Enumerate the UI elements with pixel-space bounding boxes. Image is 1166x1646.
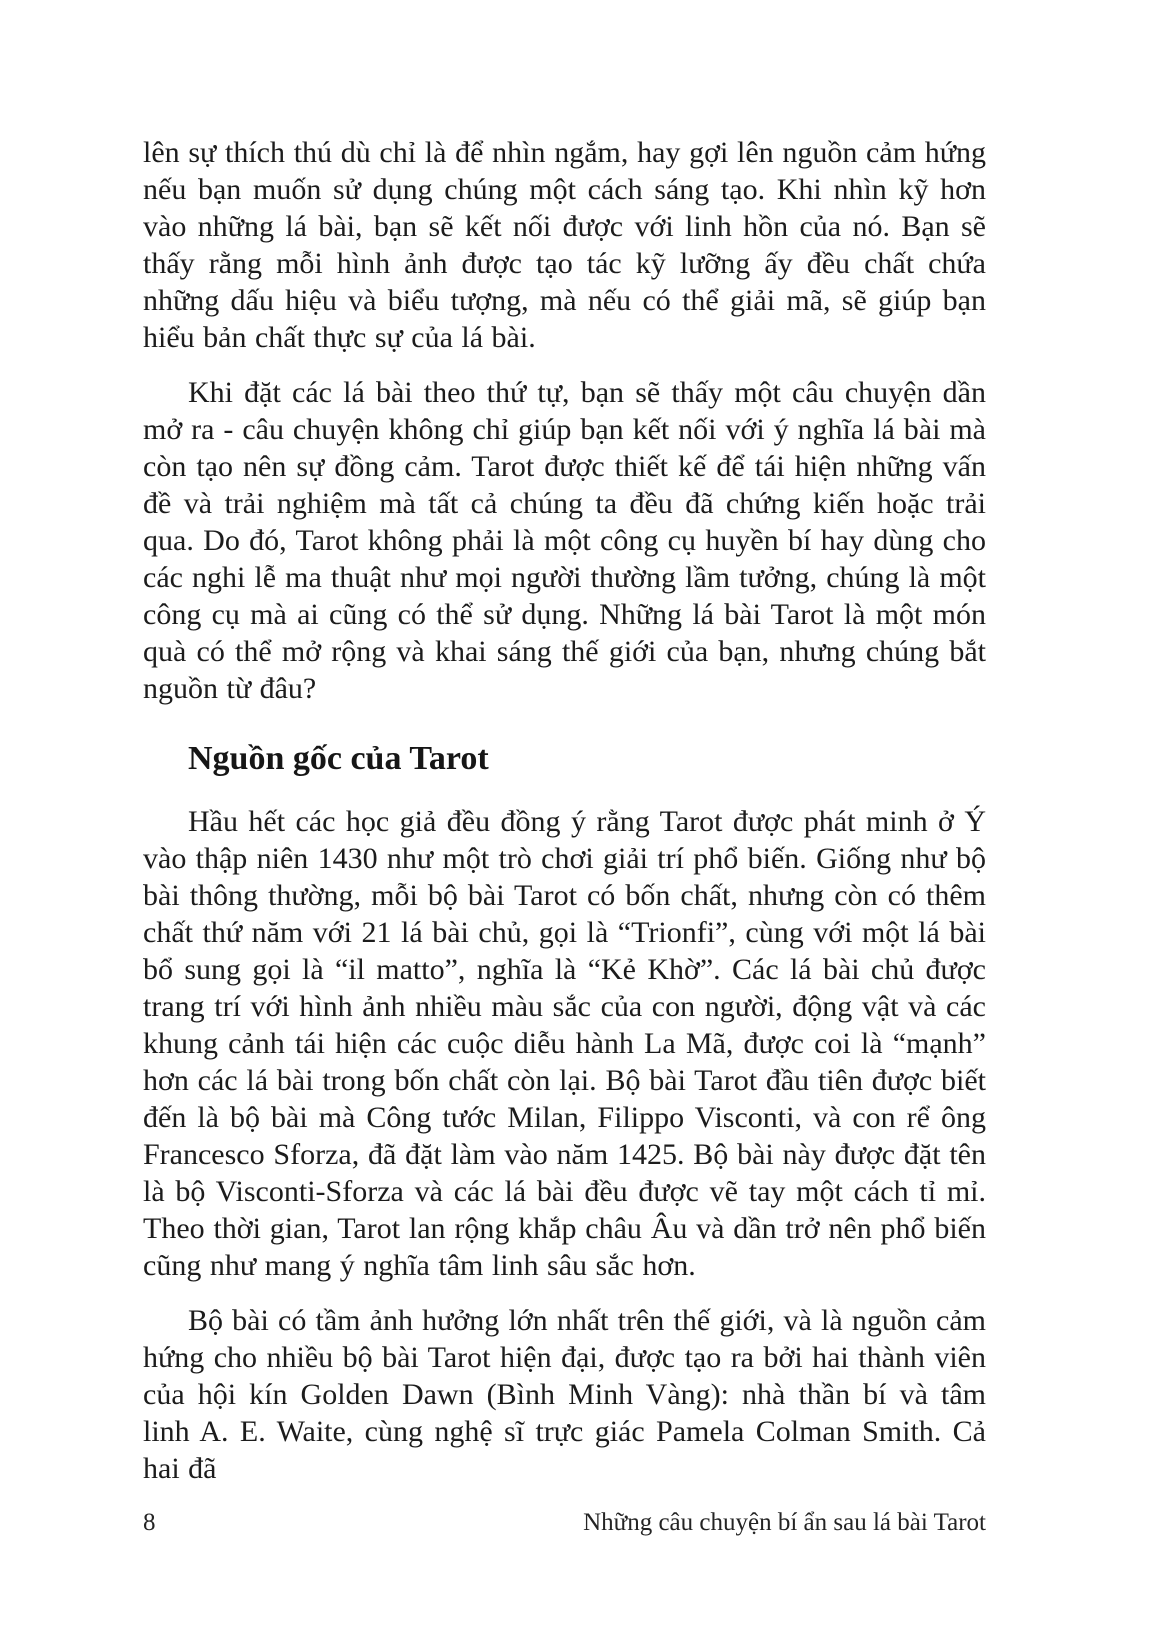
page-footer (143, 1508, 986, 1538)
paragraph: Bộ bài có tầm ảnh hưởng lớn nhất trên thế giới, và là nguồn cảm hứng cho nhiều bộ bài Tarot hiện đại, được tạo ra bởi hai thành viên của hội kín Golden Dawn (Bình Minh Vàng): nhà thần bí và tâm linh A. E. Waite, cùng nghệ sĩ trực giác Pamela Colman Smith. Cả hai đã (143, 1304, 986, 1485)
section-heading: Nguồn gốc của Tarot (188, 740, 489, 777)
running-title: Những câu chuyện bí ẩn sau lá bài Tarot (583, 1509, 986, 1536)
paragraph-continuation: lên sự thích thú dù chỉ là để nhìn ngắm, hay gợi lên nguồn cảm hứng nếu bạn muốn sử dụng chúng một cách sáng tạo. Khi nhìn kỹ hơn vào những lá bài, bạn sẽ kết nối được với linh hồn của nó. Bạn sẽ thấy rằng mỗi hình ảnh được tạo tác kỹ lưỡng ấy đều chất chứa những dấu hiệu và biểu tượng, mà nếu có thể giải mã, sẽ giúp bạn hiểu bản chất thực sự của lá bài. (143, 136, 986, 354)
paragraph: Khi đặt các lá bài theo thứ tự, bạn sẽ thấy một câu chuyện dần mở ra - câu chuyện không chỉ giúp bạn kết nối với ý nghĩa lá bài mà còn tạo nên sự đồng cảm. Tarot được thiết kế để tái hiện những vấn đề và trải nghiệm mà tất cả chúng ta đều đã chứng kiến hoặc trải qua. Do đó, Tarot không phải là một công cụ huyền bí hay dùng cho các nghi lễ ma thuật như mọi người thường lầm tưởng, chúng là một công cụ mà ai cũng có thể sử dụng. Những lá bài Tarot là một món quà có thể mở rộng và khai sáng thế giới của bạn, nhưng chúng bắt nguồn từ đâu? (143, 376, 986, 705)
page-body (143, 134, 986, 1505)
paragraph: Hầu hết các học giả đều đồng ý rằng Tarot được phát minh ở Ý vào thập niên 1430 như một trò chơi giải trí phổ biến. Giống như bộ bài thông thường, mỗi bộ bài Tarot có bốn chất, nhưng còn có thêm chất thứ năm với 21 lá bài chủ, gọi là “Trionfi”, cùng với một lá bài bổ sung gọi là “il matto”, nghĩa là “Kẻ Khờ”. Các lá bài chủ được trang trí với hình ảnh nhiều màu sắc của con người, động vật và các khung cảnh tái hiện các cuộc diễu hành La Mã, được coi là “mạnh” hơn các lá bài trong bốn chất còn lại. Bộ bài Tarot đầu tiên được biết đến là bộ bài mà Công tước Milan, Filippo Visconti, và con rể ông Francesco Sforza, đã đặt làm vào năm 1425. Bộ bài này được đặt tên là bộ Visconti-Sforza và các lá bài đều được vẽ tay một cách tỉ mỉ. Theo thời gian, Tarot lan rộng khắp châu Âu và dần trở nên phổ biến cũng như mang ý nghĩa tâm linh sâu sắc hơn. (143, 805, 986, 1282)
page-number: 8 (143, 1509, 156, 1536)
